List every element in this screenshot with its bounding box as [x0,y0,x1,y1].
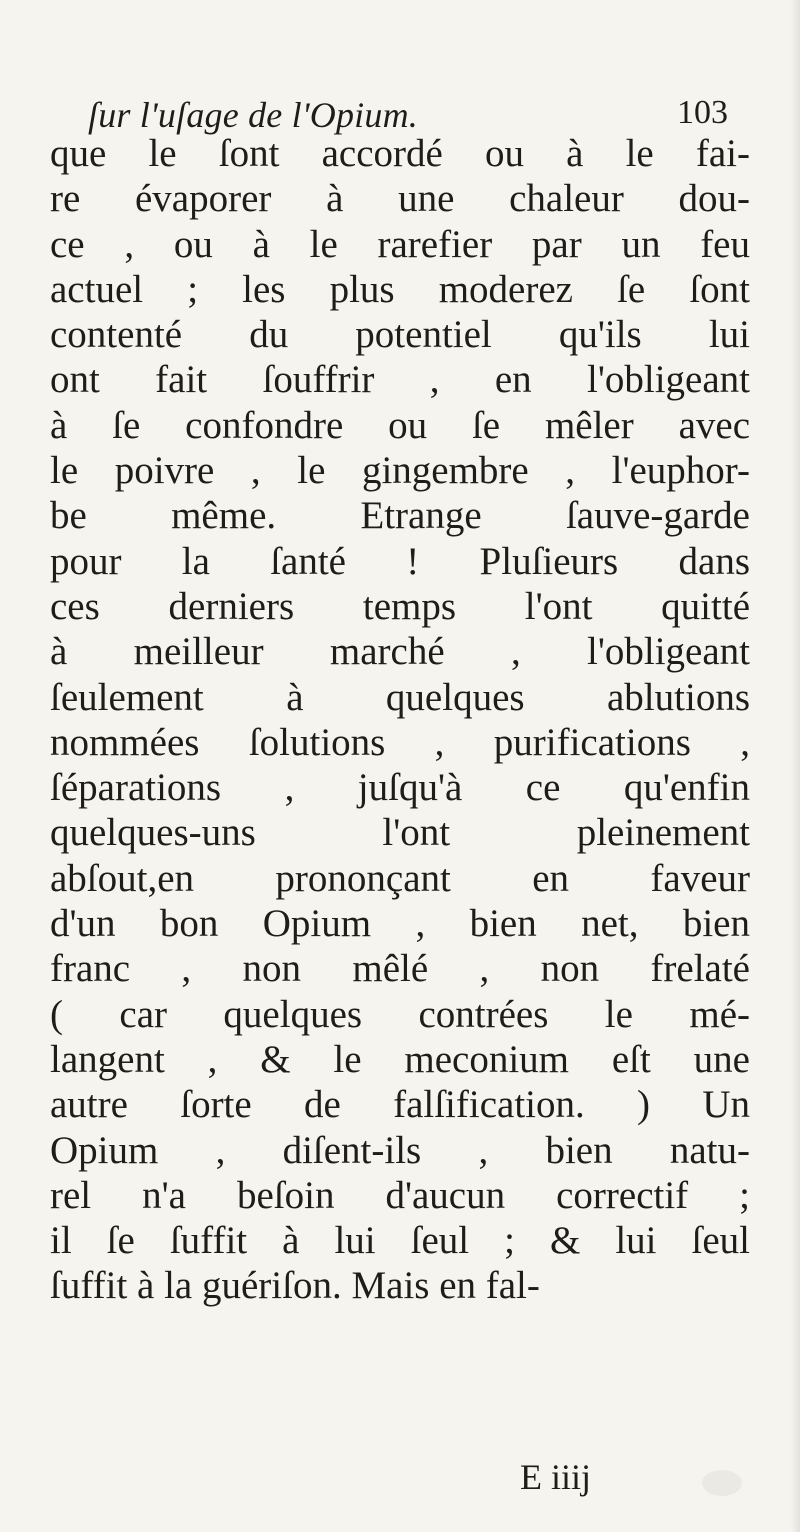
text-line: nommées ſolutions , purifications , [50,720,750,764]
text-line: ſuffit à la guériſon. Mais en fal- [50,1264,540,1308]
text-line: franc , non mêlé , non frelaté [50,947,750,991]
text-line: ſeulement à quelques ablutions [50,675,750,719]
running-title: ſur l'uſage de l'Opium. [88,95,418,135]
text-line: il ſe ſuffit à lui ſeul ; & lui ſeul [50,1219,750,1263]
text-line: abſout,en prononçant en faveur [50,856,750,900]
text-line: rel n'a beſoin d'aucun correctif ; [50,1173,750,1217]
text-line: be même. Etrange ſauve-garde [50,494,750,538]
text-line: à meilleur marché , l'obligeant [50,630,750,674]
text-line: pour la ſanté ! Pluſieurs dans [50,539,750,583]
text-line: Opium , diſent-ils , bien natu- [50,1128,750,1172]
text-line: que le ſont accordé ou à le fai- [50,132,750,175]
text-line: ſéparations , juſqu'à ce qu'enfin [50,766,750,810]
text-line: ce , ou à le rarefier par un feu [50,222,750,266]
text-line: langent , & le meconium eſt une [50,1037,750,1081]
signature-mark: E iiij [520,1457,591,1497]
text-line: ces derniers temps l'ont quitté [50,584,750,628]
text-line: à ſe confondre ou ſe mêler avec [50,403,750,447]
body-text [50,131,750,1309]
text-line: autre ſorte de falſification. ) Un [50,1083,750,1127]
page-edge-shadow [790,0,800,1532]
text-line: actuel ; les plus moderez ſe ſont [50,267,750,311]
text-line: ont fait ſouffrir , en l'obligeant [50,358,750,402]
paper-stain [702,1470,742,1496]
text-line: contenté du potentiel qu'ils lui [50,313,750,357]
page-number: 103 [677,94,728,131]
text-line: d'un bon Opium , bien net, bien [50,902,750,946]
text-line: le poivre , le gingembre , l'euphor- [50,449,750,493]
text-line: ( car quelques contrées le mé- [50,992,750,1036]
text-line: quelques-uns l'ont pleinement [50,811,750,855]
text-line: re évaporer à une chaleur dou- [50,177,750,221]
